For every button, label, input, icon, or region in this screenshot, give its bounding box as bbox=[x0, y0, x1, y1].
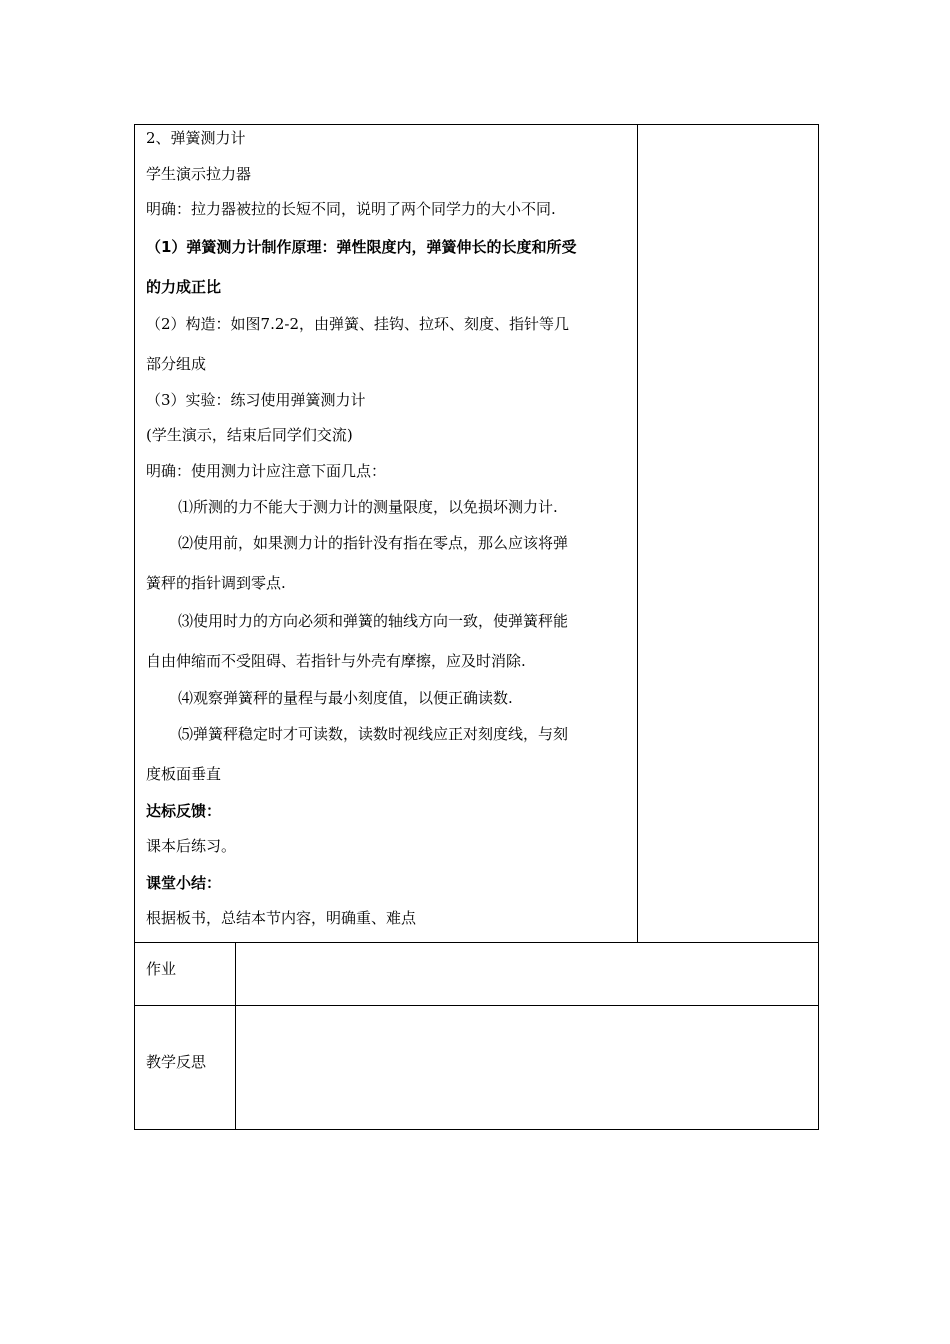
list-item: ⑶使用时力的方向必须和弹簧的轴线方向一致，使弹簧秤能 bbox=[178, 612, 569, 630]
label-column-divider bbox=[235, 942, 236, 1130]
text-line: 学生演示拉力器 bbox=[146, 165, 252, 183]
list-item: ⑸弹簧秤稳定时才可读数，读数时视线应正对刻度线，与刻 bbox=[178, 725, 569, 743]
section-heading: 2、弹簧测力计 bbox=[146, 129, 246, 147]
list-item-continuation: 度板面垂直 bbox=[146, 765, 222, 783]
table-border-bottom bbox=[134, 1129, 819, 1130]
text-line: 根据板书，总结本节内容，明确重、难点 bbox=[146, 909, 417, 927]
text-line: （3）实验：练习使用弹簧测力计 bbox=[146, 391, 366, 409]
list-item-continuation: 自由伸缩而不受阻碍、若指针与外壳有摩擦，应及时消除. bbox=[146, 652, 526, 670]
text-line: 部分组成 bbox=[146, 355, 207, 373]
table-border-left bbox=[134, 124, 135, 1130]
principle-line: 的力成正比 bbox=[146, 278, 222, 296]
summary-heading: 课堂小结： bbox=[146, 874, 222, 892]
table-border-right bbox=[818, 124, 819, 1130]
reflection-label: 教学反思 bbox=[146, 1053, 207, 1071]
row-divider-homework bbox=[134, 1005, 819, 1006]
text-line: (学生演示，结束后同学们交流) bbox=[146, 426, 353, 444]
notes-cell bbox=[638, 125, 818, 942]
feedback-heading: 达标反馈： bbox=[146, 802, 222, 820]
list-item: ⑷观察弹簧秤的量程与最小刻度值，以便正确读数. bbox=[178, 689, 513, 707]
text-line: 明确：使用测力计应注意下面几点： bbox=[146, 462, 387, 480]
principle-line: （1）弹簧测力计制作原理：弹性限度内，弹簧伸长的长度和所受 bbox=[146, 238, 577, 256]
homework-label: 作业 bbox=[146, 960, 177, 978]
text-line: 明确：拉力器被拉的长短不同，说明了两个同学力的大小不同. bbox=[146, 200, 556, 218]
list-item: ⑴所测的力不能大于测力计的测量限度，以免损坏测力计. bbox=[178, 498, 558, 516]
text-line: （2）构造：如图7.2-2，由弹簧、挂钩、拉环、刻度、指针等几 bbox=[146, 315, 570, 333]
text-line: 课本后练习。 bbox=[146, 837, 237, 855]
list-item: ⑵使用前，如果测力计的指针没有指在零点，那么应该将弹 bbox=[178, 534, 569, 552]
list-item-continuation: 簧秤的指针调到零点. bbox=[146, 574, 286, 592]
row-divider-main bbox=[134, 942, 819, 943]
